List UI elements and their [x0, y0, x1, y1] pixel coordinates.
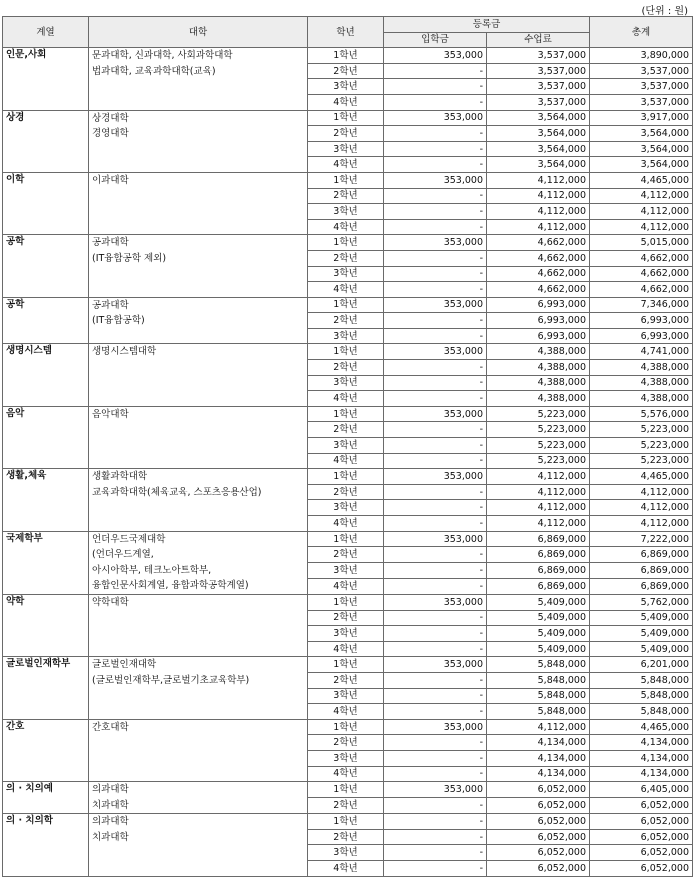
tuition-fee-cell: 3,537,000: [487, 63, 590, 79]
year-cell: 4학년: [308, 391, 384, 407]
year-cell: 1학년: [308, 594, 384, 610]
tuition-fee-cell: 6,052,000: [487, 845, 590, 861]
total-cell: 6,052,000: [590, 861, 693, 877]
college-line: (IT융합공학 제외): [92, 252, 167, 264]
tuition-fee-cell: 5,223,000: [487, 406, 590, 422]
header-total: 총계: [590, 17, 693, 48]
table-row: [3, 469, 693, 485]
total-cell: 4,741,000: [590, 344, 693, 360]
total-cell: 4,662,000: [590, 250, 693, 266]
category-cell: 국제학부: [3, 531, 89, 594]
college-line: 의과대학: [92, 784, 129, 796]
college-cell: [89, 782, 308, 814]
total-cell: 6,052,000: [590, 814, 693, 830]
total-cell: 5,848,000: [590, 704, 693, 720]
tuition-fee-cell: 4,112,000: [487, 484, 590, 500]
college-line: 약학대학: [92, 596, 129, 608]
total-cell: 4,465,000: [590, 719, 693, 735]
year-cell: 4학년: [308, 861, 384, 877]
header-fee-group: 등록금: [384, 17, 590, 33]
total-cell: 6,993,000: [590, 328, 693, 344]
category-cell: 공학: [3, 297, 89, 344]
tuition-fee-cell: 6,052,000: [487, 861, 590, 877]
table-body: [3, 48, 693, 876]
total-cell: 3,564,000: [590, 141, 693, 157]
college-line: 이과대학: [92, 174, 129, 186]
admission-fee-cell: -: [384, 672, 487, 688]
admission-fee-cell: -: [384, 845, 487, 861]
table-row: [3, 235, 693, 251]
admission-fee-cell: -: [384, 63, 487, 79]
tuition-fee-cell: 5,223,000: [487, 422, 590, 438]
college-cell: [89, 344, 308, 406]
table-header: [3, 17, 693, 48]
tuition-fee-cell: 3,537,000: [487, 94, 590, 110]
year-cell: 2학년: [308, 422, 384, 438]
tuition-fee-cell: 5,223,000: [487, 438, 590, 454]
year-cell: 2학년: [308, 126, 384, 142]
admission-fee-cell: 353,000: [384, 344, 487, 360]
total-cell: 3,890,000: [590, 48, 693, 64]
tuition-fee-cell: 3,564,000: [487, 110, 590, 126]
tuition-fee-cell: 6,052,000: [487, 829, 590, 845]
year-cell: 3학년: [308, 266, 384, 282]
college-line: 치과대학: [92, 799, 129, 811]
year-cell: 3학년: [308, 375, 384, 391]
category-cell: 의 · 치의예: [3, 782, 89, 814]
total-cell: 5,409,000: [590, 626, 693, 642]
year-cell: 2학년: [308, 829, 384, 845]
year-cell: 2학년: [308, 735, 384, 751]
college-line: 간호대학: [92, 721, 129, 733]
year-cell: 2학년: [308, 360, 384, 376]
college-cell: [89, 594, 308, 656]
admission-fee-cell: -: [384, 141, 487, 157]
tuition-fee-cell: 4,388,000: [487, 360, 590, 376]
tuition-fee-cell: 5,409,000: [487, 610, 590, 626]
table-row: [3, 594, 693, 610]
year-cell: 2학년: [308, 63, 384, 79]
table-row: [3, 719, 693, 735]
college-line: 공과대학: [92, 299, 129, 311]
tuition-fee-cell: 5,848,000: [487, 672, 590, 688]
college-line: (글로벌인재학부,글로벌기초교육학부): [92, 674, 250, 686]
tuition-fee-cell: 4,112,000: [487, 719, 590, 735]
year-cell: 1학년: [308, 297, 384, 313]
year-cell: 1학년: [308, 782, 384, 798]
total-cell: 6,201,000: [590, 657, 693, 673]
year-cell: 2학년: [308, 610, 384, 626]
admission-fee-cell: -: [384, 219, 487, 235]
tuition-fee-cell: 4,134,000: [487, 766, 590, 782]
category-cell: 이학: [3, 172, 89, 234]
tuition-fee-cell: 6,052,000: [487, 798, 590, 814]
year-cell: 1학년: [308, 531, 384, 547]
table-row: [3, 48, 693, 64]
total-cell: 6,405,000: [590, 782, 693, 798]
admission-fee-cell: -: [384, 750, 487, 766]
total-cell: 4,388,000: [590, 360, 693, 376]
header-category: 계열: [3, 17, 89, 48]
category-cell: 글로벌인재학부: [3, 657, 89, 719]
college-cell: [89, 469, 308, 531]
tuition-fee-cell: 5,409,000: [487, 594, 590, 610]
admission-fee-cell: -: [384, 579, 487, 595]
tuition-fee-cell: 6,052,000: [487, 782, 590, 798]
total-cell: 5,223,000: [590, 438, 693, 454]
admission-fee-cell: 353,000: [384, 594, 487, 610]
tuition-fee-cell: 6,993,000: [487, 297, 590, 313]
table-row: [3, 782, 693, 798]
year-cell: 3학년: [308, 328, 384, 344]
total-cell: 6,869,000: [590, 579, 693, 595]
year-cell: 2학년: [308, 672, 384, 688]
admission-fee-cell: -: [384, 328, 487, 344]
admission-fee-cell: -: [384, 688, 487, 704]
total-cell: 6,869,000: [590, 563, 693, 579]
college-line: 음악대학: [92, 408, 129, 420]
college-cell: [89, 110, 308, 172]
admission-fee-cell: -: [384, 204, 487, 220]
year-cell: 1학년: [308, 48, 384, 64]
total-cell: 6,052,000: [590, 798, 693, 814]
admission-fee-cell: 353,000: [384, 657, 487, 673]
college-line: 문과대학, 신과대학, 사회과학대학: [92, 50, 233, 62]
total-cell: 6,993,000: [590, 313, 693, 329]
year-cell: 2학년: [308, 250, 384, 266]
total-cell: 4,112,000: [590, 188, 693, 204]
college-line: 상경대학: [92, 112, 129, 124]
year-cell: 4학년: [308, 579, 384, 595]
category-cell: 음악: [3, 406, 89, 468]
total-cell: 7,346,000: [590, 297, 693, 313]
college-line: 경영대학: [92, 128, 129, 140]
college-cell: [89, 406, 308, 468]
tuition-fee-cell: 4,662,000: [487, 235, 590, 251]
year-cell: 1학년: [308, 172, 384, 188]
college-cell: [89, 657, 308, 719]
college-line: 의과대학: [92, 816, 129, 828]
year-cell: 2학년: [308, 484, 384, 500]
tuition-fee-cell: 6,993,000: [487, 313, 590, 329]
year-cell: 4학년: [308, 766, 384, 782]
college-cell: [89, 297, 308, 344]
admission-fee-cell: -: [384, 79, 487, 95]
tuition-fee-cell: 4,112,000: [487, 204, 590, 220]
tuition-fee-cell: 5,409,000: [487, 641, 590, 657]
year-cell: 3학년: [308, 688, 384, 704]
total-cell: 6,052,000: [590, 845, 693, 861]
header-tuition-fee: 수업료: [487, 32, 590, 48]
total-cell: 5,015,000: [590, 235, 693, 251]
college-line: (언더우드계열,: [92, 549, 154, 561]
year-cell: 2학년: [308, 547, 384, 563]
tuition-fee-cell: 3,537,000: [487, 48, 590, 64]
year-cell: 1학년: [308, 657, 384, 673]
year-cell: 1학년: [308, 814, 384, 830]
admission-fee-cell: -: [384, 94, 487, 110]
tuition-fee-cell: 3,564,000: [487, 141, 590, 157]
admission-fee-cell: -: [384, 641, 487, 657]
table-row: [3, 297, 693, 313]
header-year: 학년: [308, 17, 384, 48]
year-cell: 2학년: [308, 313, 384, 329]
tuition-fee-cell: 5,409,000: [487, 626, 590, 642]
total-cell: 4,112,000: [590, 219, 693, 235]
total-cell: 5,409,000: [590, 641, 693, 657]
admission-fee-cell: -: [384, 250, 487, 266]
admission-fee-cell: -: [384, 563, 487, 579]
total-cell: 3,564,000: [590, 157, 693, 173]
year-cell: 3학년: [308, 563, 384, 579]
total-cell: 5,576,000: [590, 406, 693, 422]
total-cell: 4,388,000: [590, 391, 693, 407]
unit-note: (단위 : 원): [641, 6, 688, 17]
admission-fee-cell: -: [384, 735, 487, 751]
year-cell: 1학년: [308, 469, 384, 485]
tuition-fee-cell: 4,112,000: [487, 188, 590, 204]
header-college: 대학: [89, 17, 308, 48]
year-cell: 4학년: [308, 282, 384, 298]
year-cell: 1학년: [308, 235, 384, 251]
admission-fee-cell: -: [384, 157, 487, 173]
total-cell: 4,388,000: [590, 375, 693, 391]
year-cell: 3학년: [308, 204, 384, 220]
tuition-fee-cell: 6,869,000: [487, 563, 590, 579]
admission-fee-cell: 353,000: [384, 48, 487, 64]
total-cell: 5,223,000: [590, 422, 693, 438]
college-cell: [89, 172, 308, 234]
total-cell: 4,112,000: [590, 516, 693, 532]
college-line: 공과대학: [92, 237, 129, 249]
admission-fee-cell: -: [384, 704, 487, 720]
total-cell: 3,537,000: [590, 63, 693, 79]
tuition-fee-cell: 6,052,000: [487, 814, 590, 830]
category-cell: 의 · 치의학: [3, 814, 89, 876]
year-cell: 4학년: [308, 219, 384, 235]
college-cell: [89, 235, 308, 297]
college-line: 생활과학대학: [92, 471, 148, 483]
admission-fee-cell: -: [384, 814, 487, 830]
college-cell: [89, 531, 308, 594]
table-row: [3, 110, 693, 126]
year-cell: 4학년: [308, 453, 384, 469]
total-cell: 4,134,000: [590, 750, 693, 766]
year-cell: 3학년: [308, 438, 384, 454]
tuition-fee-cell: 4,112,000: [487, 219, 590, 235]
year-cell: 3학년: [308, 845, 384, 861]
year-cell: 2학년: [308, 798, 384, 814]
category-cell: 인문,사회: [3, 48, 89, 110]
year-cell: 3학년: [308, 141, 384, 157]
total-cell: 5,848,000: [590, 672, 693, 688]
year-cell: 4학년: [308, 641, 384, 657]
table-row: [3, 531, 693, 547]
category-cell: 생명시스템: [3, 344, 89, 406]
year-cell: 1학년: [308, 406, 384, 422]
admission-fee-cell: -: [384, 360, 487, 376]
college-line: 글로벌인재대학: [92, 659, 157, 671]
tuition-fee-cell: 4,112,000: [487, 500, 590, 516]
tuition-fee-cell: 6,869,000: [487, 579, 590, 595]
tuition-fee-cell: 3,537,000: [487, 79, 590, 95]
tuition-fee-cell: 4,112,000: [487, 516, 590, 532]
year-cell: 4학년: [308, 94, 384, 110]
category-cell: 공학: [3, 235, 89, 297]
table-row: [3, 172, 693, 188]
admission-fee-cell: 353,000: [384, 297, 487, 313]
admission-fee-cell: -: [384, 610, 487, 626]
admission-fee-cell: -: [384, 626, 487, 642]
category-cell: 생활,체육: [3, 469, 89, 531]
total-cell: 4,134,000: [590, 766, 693, 782]
year-cell: 1학년: [308, 344, 384, 360]
college-cell: [89, 814, 308, 876]
year-cell: 1학년: [308, 719, 384, 735]
total-cell: 6,869,000: [590, 547, 693, 563]
admission-fee-cell: -: [384, 126, 487, 142]
college-line: 아시아학부, 테크노아트학부,: [92, 564, 212, 576]
year-cell: 3학년: [308, 79, 384, 95]
total-cell: 5,848,000: [590, 688, 693, 704]
tuition-fee-cell: 5,848,000: [487, 704, 590, 720]
total-cell: 3,537,000: [590, 94, 693, 110]
admission-fee-cell: 353,000: [384, 782, 487, 798]
category-cell: 상경: [3, 110, 89, 172]
tuition-fee-cell: 4,112,000: [487, 469, 590, 485]
table-row: [3, 344, 693, 360]
year-cell: 3학년: [308, 500, 384, 516]
total-cell: 4,112,000: [590, 500, 693, 516]
college-line: 치과대학: [92, 831, 129, 843]
admission-fee-cell: -: [384, 453, 487, 469]
total-cell: 6,052,000: [590, 829, 693, 845]
tuition-table: [2, 16, 693, 877]
admission-fee-cell: -: [384, 547, 487, 563]
admission-fee-cell: -: [384, 422, 487, 438]
admission-fee-cell: -: [384, 282, 487, 298]
year-cell: 4학년: [308, 516, 384, 532]
admission-fee-cell: 353,000: [384, 110, 487, 126]
header-admission-fee: 입학금: [384, 32, 487, 48]
college-line: 생명시스템대학: [92, 346, 157, 358]
admission-fee-cell: 353,000: [384, 719, 487, 735]
admission-fee-cell: 353,000: [384, 531, 487, 547]
category-cell: 간호: [3, 719, 89, 781]
admission-fee-cell: 353,000: [384, 235, 487, 251]
tuition-fee-cell: 5,848,000: [487, 657, 590, 673]
admission-fee-cell: 353,000: [384, 406, 487, 422]
total-cell: 5,409,000: [590, 610, 693, 626]
admission-fee-cell: -: [384, 438, 487, 454]
tuition-fee-cell: 5,223,000: [487, 453, 590, 469]
college-line: (IT융합공학): [92, 315, 145, 327]
admission-fee-cell: -: [384, 829, 487, 845]
year-cell: 1학년: [308, 110, 384, 126]
total-cell: 3,917,000: [590, 110, 693, 126]
tuition-fee-cell: 4,388,000: [487, 375, 590, 391]
admission-fee-cell: -: [384, 766, 487, 782]
tuition-fee-cell: 4,388,000: [487, 391, 590, 407]
admission-fee-cell: 353,000: [384, 469, 487, 485]
total-cell: 3,537,000: [590, 79, 693, 95]
total-cell: 7,222,000: [590, 531, 693, 547]
admission-fee-cell: -: [384, 313, 487, 329]
year-cell: 2학년: [308, 188, 384, 204]
admission-fee-cell: -: [384, 391, 487, 407]
college-line: 언더우드국제대학: [92, 533, 166, 545]
tuition-fee-cell: 4,134,000: [487, 750, 590, 766]
total-cell: 4,662,000: [590, 282, 693, 298]
total-cell: 4,465,000: [590, 469, 693, 485]
tuition-fee-cell: 4,388,000: [487, 344, 590, 360]
tuition-fee-cell: 3,564,000: [487, 157, 590, 173]
admission-fee-cell: -: [384, 266, 487, 282]
tuition-fee-cell: 4,134,000: [487, 735, 590, 751]
admission-fee-cell: -: [384, 516, 487, 532]
total-cell: 3,564,000: [590, 126, 693, 142]
year-cell: 3학년: [308, 750, 384, 766]
college-line: 법과대학, 교육과학대학(교육): [92, 65, 216, 77]
table-row: [3, 814, 693, 830]
tuition-fee-cell: 6,869,000: [487, 531, 590, 547]
tuition-fee-cell: 6,869,000: [487, 547, 590, 563]
total-cell: 4,465,000: [590, 172, 693, 188]
tuition-fee-cell: 5,848,000: [487, 688, 590, 704]
year-cell: 4학년: [308, 704, 384, 720]
year-cell: 4학년: [308, 157, 384, 173]
college-line: 융합인문사회계열, 융합과학공학계열): [92, 580, 249, 592]
admission-fee-cell: -: [384, 500, 487, 516]
total-cell: 5,762,000: [590, 594, 693, 610]
admission-fee-cell: -: [384, 375, 487, 391]
college-cell: [89, 719, 308, 781]
tuition-fee-cell: 4,662,000: [487, 250, 590, 266]
tuition-fee-cell: 4,662,000: [487, 266, 590, 282]
total-cell: 4,662,000: [590, 266, 693, 282]
category-cell: 약학: [3, 594, 89, 656]
total-cell: 4,112,000: [590, 484, 693, 500]
tuition-fee-cell: 3,564,000: [487, 126, 590, 142]
college-line: 교육과학대학(체육교육, 스포츠응용산업): [92, 486, 262, 498]
table-row: [3, 406, 693, 422]
tuition-fee-cell: 6,993,000: [487, 328, 590, 344]
total-cell: 5,223,000: [590, 453, 693, 469]
admission-fee-cell: -: [384, 798, 487, 814]
tuition-fee-cell: 4,662,000: [487, 282, 590, 298]
table-row: [3, 657, 693, 673]
admission-fee-cell: -: [384, 861, 487, 877]
total-cell: 4,134,000: [590, 735, 693, 751]
admission-fee-cell: -: [384, 484, 487, 500]
college-cell: [89, 48, 308, 110]
admission-fee-cell: 353,000: [384, 172, 487, 188]
admission-fee-cell: -: [384, 188, 487, 204]
total-cell: 4,112,000: [590, 204, 693, 220]
year-cell: 3학년: [308, 626, 384, 642]
tuition-fee-cell: 4,112,000: [487, 172, 590, 188]
